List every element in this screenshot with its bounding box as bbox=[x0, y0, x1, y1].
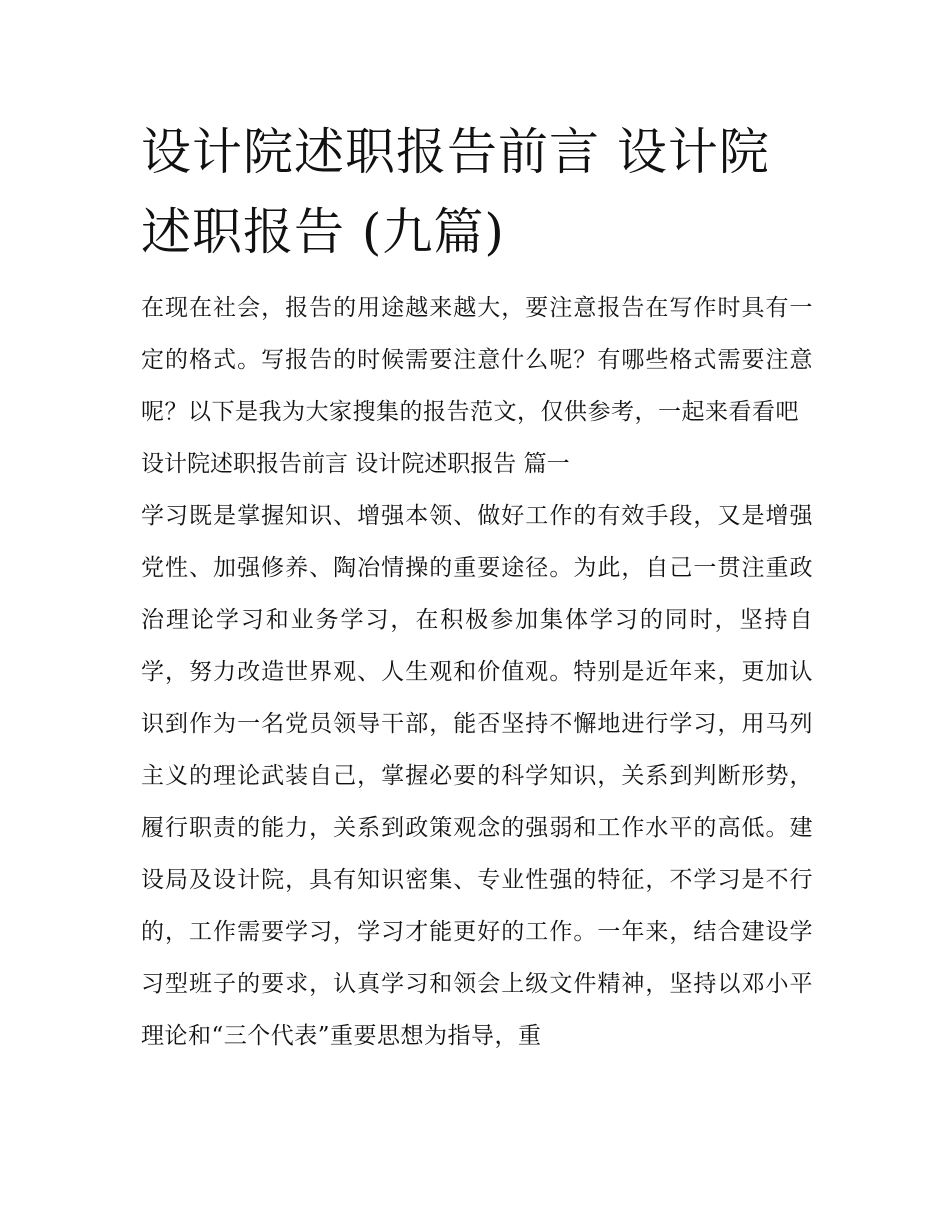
document-title: 设计院述职报告前言 设计院述职报告 (九篇) bbox=[141, 123, 770, 261]
intro-paragraph: 在现在社会，报告的用途越来越大，要注意报告在写作时具有一定的格式。写报告的时候需要注意什么呢？有哪些格式需要注意呢？以下是我为大家搜集的报告范文，仅供参考，一起来看看吧 bbox=[141, 295, 813, 425]
body-paragraph: 学习既是掌握知识、增强本领、做好工作的有效手段，又是增强党性、加强修养、陶冶情操的重要途径。为此，自己一贯注重政治理论学习和业务学习，在积极参加集体学习的同时，坚持自学，努力改造世界观、人生观和价值观。特别是近年来，更加认识到作为一名党员领导干部，能否坚持不懈地进行学习，用马列主义的理论武装自己，掌握必要的科学知识，关系到判断形势，履行职责的能力，关系到政策观念的强弱和工作水平的高低。建设局及设计院，具有知识密集、专业性强的特征，不学习是不行的，工作需要学习，学习才能更好的工作。一年来，结合建设学习型班子的要求，认真学习和领会上级文件精神，坚持以邓小平理论和“三个代表”重要思想为指导，重 bbox=[141, 503, 813, 1049]
section-heading: 设计院述职报告前言 设计院述职报告 篇一 bbox=[141, 451, 570, 477]
document-page bbox=[141, 112, 813, 1062]
